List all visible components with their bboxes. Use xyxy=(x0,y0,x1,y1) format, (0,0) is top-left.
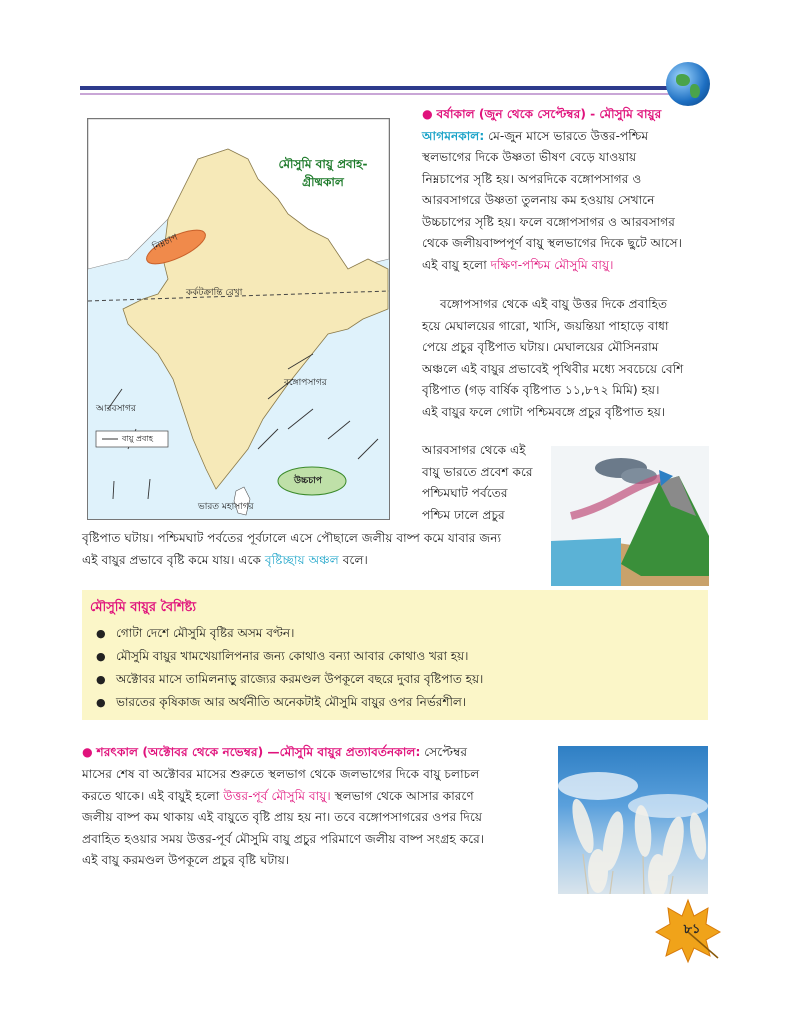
autumn-line: এই বায়ু করমণ্ডল উপকূলে প্রচুর বৃষ্টি ঘটায়। xyxy=(82,853,290,867)
header-rule xyxy=(80,86,670,90)
p1-line: আরবসাগরে উষ্ণতা তুলনায় কম হওয়ায় সেখানে xyxy=(422,193,655,207)
map-title-line2: গ্রীষ্মকাল xyxy=(302,175,344,189)
p3-line: পশ্চিম ঢালে প্রচুর xyxy=(422,507,505,522)
p3-line: আরবসাগর থেকে এই xyxy=(422,443,526,457)
monsoon-continuation xyxy=(82,528,712,571)
list-item: ● অক্টোবর মাসে তামিলনাড়ু রাজ্যের করমণ্ডল উপকূলে বছরে দুবার বৃষ্টিপাত হয়। xyxy=(96,668,696,691)
autumn-body xyxy=(82,764,552,872)
p2-line: বঙ্গোপসাগর থেকে এই বায়ু উত্তর দিকে প্রবাহিত xyxy=(440,297,668,311)
list-item: ● মৌসুমি বায়ুর খামখেয়ালিপনার জন্য কোথাও বন্যা আবার কোথাও খরা হয়। xyxy=(96,645,696,668)
p3-full-line: বৃষ্টিপাত ঘটায়। পশ্চিমঘাট পর্বতের পূর্বঢালে এসে পৌছালে জলীয় বাষ্প কমে যাবার জন্য xyxy=(82,531,502,545)
header-rule-thin xyxy=(80,93,670,95)
high-pressure-label: উচ্চচাপ xyxy=(294,476,322,486)
p3-last-prefix: এই বায়ুর প্রভাবে বৃষ্টি কমে যায়। একে xyxy=(82,552,262,567)
rain-shadow-term: বৃষ্টিচ্ছায় অঞ্চল xyxy=(264,552,339,567)
page-number-badge xyxy=(648,898,726,964)
p2-line: পেয়ে প্রচুর বৃষ্টিপাত ঘটায়। মেঘালয়ের মৌসিনরাম xyxy=(422,340,659,354)
arabian-sea-label: আরবসাগর xyxy=(96,404,136,414)
p2-line: অঞ্চলে এই বায়ুর প্রভাবেই পৃথিবীর মধ্যে সবচেয়ে বেশি xyxy=(422,361,684,376)
autumn-line: মাসের শেষ বা অক্টোবর মাসের শুরুতে স্থলভাগ থেকে জলভাগের দিকে বায়ু চলাচল xyxy=(82,767,480,781)
autumn-heading: শরৎকাল (অক্টোবর থেকে নভেম্বর) —মৌসুমি বায়ুর প্রত্যাবর্তনকাল: xyxy=(96,745,421,759)
bay-of-bengal-label: বঙ্গোপসাগর xyxy=(284,378,327,388)
tropic-label: কর্কটক্রান্তি রেখা xyxy=(186,288,243,298)
p1-line: স্থলভাগের দিকে উষ্ণতা ভীষণ বেড়ে যাওয়ায় xyxy=(422,150,637,164)
p1-line: উচ্চচাপের সৃষ্টি হয়। ফলে বঙ্গোপসাগর ও আরবসাগর xyxy=(422,214,675,229)
ne-monsoon-term: উত্তর-পূর্ব মৌসুমি বায়ু। xyxy=(223,788,331,803)
p3-line: বায়ু ভারতে প্রবেশ করে xyxy=(422,464,533,479)
monsoon-subheading: আগমনকাল: xyxy=(422,128,485,143)
monsoon-paragraph-2 xyxy=(422,294,714,423)
indian-ocean-label: ভারত মহাসাগর xyxy=(198,502,254,512)
p2-line: এই বায়ুর ফলে গোটা পশ্চিমবঙ্গে প্রচুর বৃষ্টিপাত হয়। xyxy=(422,404,666,419)
monsoon-map xyxy=(87,118,390,520)
monsoon-heading-text: বর্ষাকাল (জুন থেকে সেপ্টেম্বর) - মৌসুমি বায়ুর xyxy=(436,107,662,121)
list-item: ● ভারতের কৃষিকাজ আর অর্থনীতি অনেকটাই মৌসুমি বায়ুর ওপর নির্ভরশীল। xyxy=(96,691,696,714)
map-title xyxy=(268,155,378,191)
p1-line: মে-জুন মাসে ভারতে উত্তর-পশ্চিম xyxy=(488,128,649,143)
autumn-line2-prefix: করতে থাকে। এই বায়ুই হলো xyxy=(82,788,220,803)
legend-wind-label: বায়ু প্রবাহ xyxy=(122,434,153,443)
list-item: ● গোটা দেশে মৌসুমি বৃষ্টির অসম বণ্টন। xyxy=(96,622,696,645)
page-number: ৮১ xyxy=(683,922,701,937)
sw-monsoon-term: দক্ষিণ-পশ্চিম মৌসুমি বায়ু। xyxy=(490,257,614,272)
monsoon-heading xyxy=(422,104,712,126)
autumn-line2-suffix: স্থলভাগ থেকে আসার কারণে xyxy=(334,788,474,803)
features-title: মৌসুমি বায়ুর বৈশিষ্ট্য xyxy=(90,600,197,615)
bullet-icon: ● xyxy=(82,745,93,759)
autumn-line: প্রবাহিত হওয়ার সময় উত্তর-পূর্ব মৌসুমি বায়ু প্রচুর পরিমাণে জলীয় বাষ্প সংগ্রহ করে। xyxy=(82,831,485,846)
kash-flower-photo xyxy=(558,746,708,894)
monsoon-paragraph-3 xyxy=(422,440,546,526)
autumn-heading-tail: সেপ্টেম্বর xyxy=(424,745,468,759)
p2-line: বৃষ্টিপাত (গড় বার্ষিক বৃষ্টিপাত ১১,৮৭২ মিমি) হয়। xyxy=(422,383,660,397)
p3-line: পশ্চিমঘাট পর্বতের xyxy=(422,486,508,500)
p1-last-prefix: এই বায়ু হলো xyxy=(422,257,487,272)
monsoon-section xyxy=(422,104,712,276)
p3-last-suffix: বলে। xyxy=(342,552,368,567)
p2-line: হয়ে মেঘালয়ের গারো, খাসি, জয়ন্তিয়া পাহাড়ে বাধা xyxy=(422,318,669,333)
features-list xyxy=(96,622,696,714)
p1-line: থেকে জলীয়বাষ্পপূর্ণ বায়ু স্থলভাগের দিকে ছুটে আসে। xyxy=(422,236,682,250)
map-title-line1: মৌসুমি বায়ু প্রবাহ- xyxy=(278,157,368,171)
p1-line: নিম্নচাপের সৃষ্টি হয়। অপরদিকে বঙ্গোপসাগর ও xyxy=(422,171,642,186)
globe-icon xyxy=(666,62,710,106)
low-pressure-label: নিম্নচাপ xyxy=(151,232,180,254)
autumn-line: জলীয় বাষ্প কম থাকায় এই বায়ুতে বৃষ্টি প্রায় হয় না। তবে বঙ্গোপসাগরের ওপর দিয়ে xyxy=(82,810,483,824)
bullet-icon: ● xyxy=(422,107,433,121)
